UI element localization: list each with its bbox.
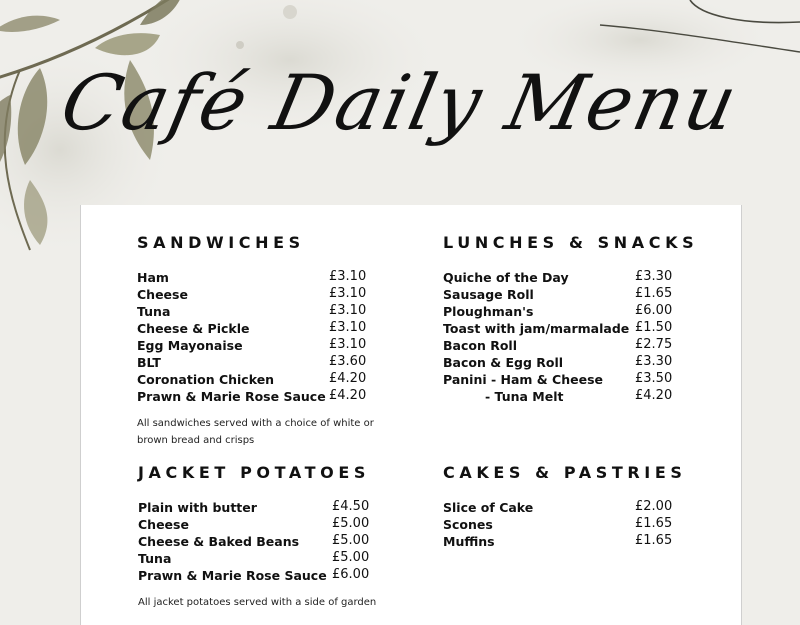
- item-price: £5.00: [332, 533, 370, 548]
- item-price: £4.20: [329, 388, 367, 403]
- item-name: Coronation Chicken: [137, 372, 275, 387]
- note-line: All jacket potatoes served with a side of garden: [138, 597, 377, 608]
- item-price: £3.50: [635, 371, 673, 386]
- item-name: Panini - Ham & Cheese: [443, 372, 603, 387]
- item-name: - Tuna Melt: [485, 389, 564, 404]
- item-name: Quiche of the Day: [443, 270, 569, 285]
- item-price: £3.10: [329, 286, 367, 301]
- menu-item: [137, 287, 377, 304]
- menu-item: [137, 321, 377, 338]
- item-name: Tuna: [137, 304, 171, 319]
- item-price: £1.65: [635, 286, 673, 301]
- item-price: £1.50: [635, 320, 673, 335]
- item-price: £3.10: [329, 337, 367, 352]
- item-price: £4.20: [329, 371, 367, 386]
- menu-item: [443, 270, 713, 287]
- section-note: [137, 415, 377, 449]
- item-price: £3.60: [329, 354, 367, 369]
- menu-item: [138, 534, 398, 551]
- item-price: £3.30: [635, 269, 673, 284]
- menu-item: [443, 534, 713, 551]
- item-price: £4.50: [332, 499, 370, 514]
- item-price: £3.10: [329, 269, 367, 284]
- item-name: Prawn & Marie Rose Sauce: [137, 389, 326, 404]
- item-name: Scones: [443, 517, 493, 532]
- item-price: £1.65: [635, 516, 673, 531]
- item-price: £2.75: [635, 337, 673, 352]
- item-name: Tuna: [138, 551, 172, 566]
- item-name: Prawn & Marie Rose Sauce: [138, 568, 327, 583]
- item-price: £5.00: [332, 516, 370, 531]
- item-price: £3.10: [329, 303, 367, 318]
- menu-item: [138, 551, 398, 568]
- menu-item: [137, 355, 377, 372]
- menu-item: [138, 517, 398, 534]
- item-name: Sausage Roll: [443, 287, 534, 302]
- item-name: Toast with jam/marmalade: [443, 321, 630, 336]
- item-name: Ham: [137, 270, 169, 285]
- item-name: Bacon & Egg Roll: [443, 355, 564, 370]
- menu-item: [137, 372, 377, 389]
- item-name: Cheese: [137, 287, 188, 302]
- section-note: [138, 594, 398, 611]
- item-name: BLT: [137, 355, 161, 370]
- item-price: £1.65: [635, 533, 673, 548]
- menu-card: [80, 205, 742, 625]
- section-title: CAKES & PASTRIES: [443, 463, 687, 482]
- item-name: Muffins: [443, 534, 495, 549]
- item-name: Plain with butter: [138, 500, 257, 515]
- menu-item: [137, 304, 377, 321]
- menu-item: [138, 568, 398, 585]
- menu-item: [443, 500, 713, 517]
- menu-item: [137, 270, 377, 287]
- item-price: £3.30: [635, 354, 673, 369]
- item-name: Cheese: [138, 517, 189, 532]
- section-sandwiches: [137, 233, 377, 449]
- note-line: brown bread and crisps: [137, 435, 255, 446]
- item-name: Egg Mayonaise: [137, 338, 243, 353]
- section-title: LUNCHES & SNACKS: [443, 233, 699, 252]
- menu-item: [137, 338, 377, 355]
- item-price: £2.00: [635, 499, 673, 514]
- menu-item: [443, 304, 713, 321]
- menu-title: Café Daily Menu: [53, 58, 747, 147]
- item-price: £5.00: [332, 550, 370, 565]
- item-price: £6.00: [332, 567, 370, 582]
- menu-item: [443, 372, 713, 389]
- section-cakes-pastries: [443, 463, 713, 551]
- item-name: Slice of Cake: [443, 500, 534, 515]
- section-title: SANDWICHES: [137, 233, 305, 252]
- item-name: Ploughman's: [443, 304, 534, 319]
- item-price: £3.10: [329, 320, 367, 335]
- item-price: £6.00: [635, 303, 673, 318]
- menu-item: [443, 321, 713, 338]
- note-line: All sandwiches served with a choice of white or: [137, 418, 374, 429]
- menu-item: [443, 287, 713, 304]
- item-price: £4.20: [635, 388, 673, 403]
- section-lunches-snacks: [443, 233, 713, 406]
- menu-item: [443, 389, 713, 406]
- menu-item: [443, 338, 713, 355]
- item-name: Cheese & Baked Beans: [138, 534, 300, 549]
- section-jacket-potatoes: [138, 463, 398, 611]
- item-name: Cheese & Pickle: [137, 321, 250, 336]
- menu-item: [138, 500, 398, 517]
- menu-item: [137, 389, 377, 406]
- item-name: Bacon Roll: [443, 338, 517, 353]
- menu-item: [443, 355, 713, 372]
- menu-item: [443, 517, 713, 534]
- section-title: JACKET POTATOES: [138, 463, 370, 482]
